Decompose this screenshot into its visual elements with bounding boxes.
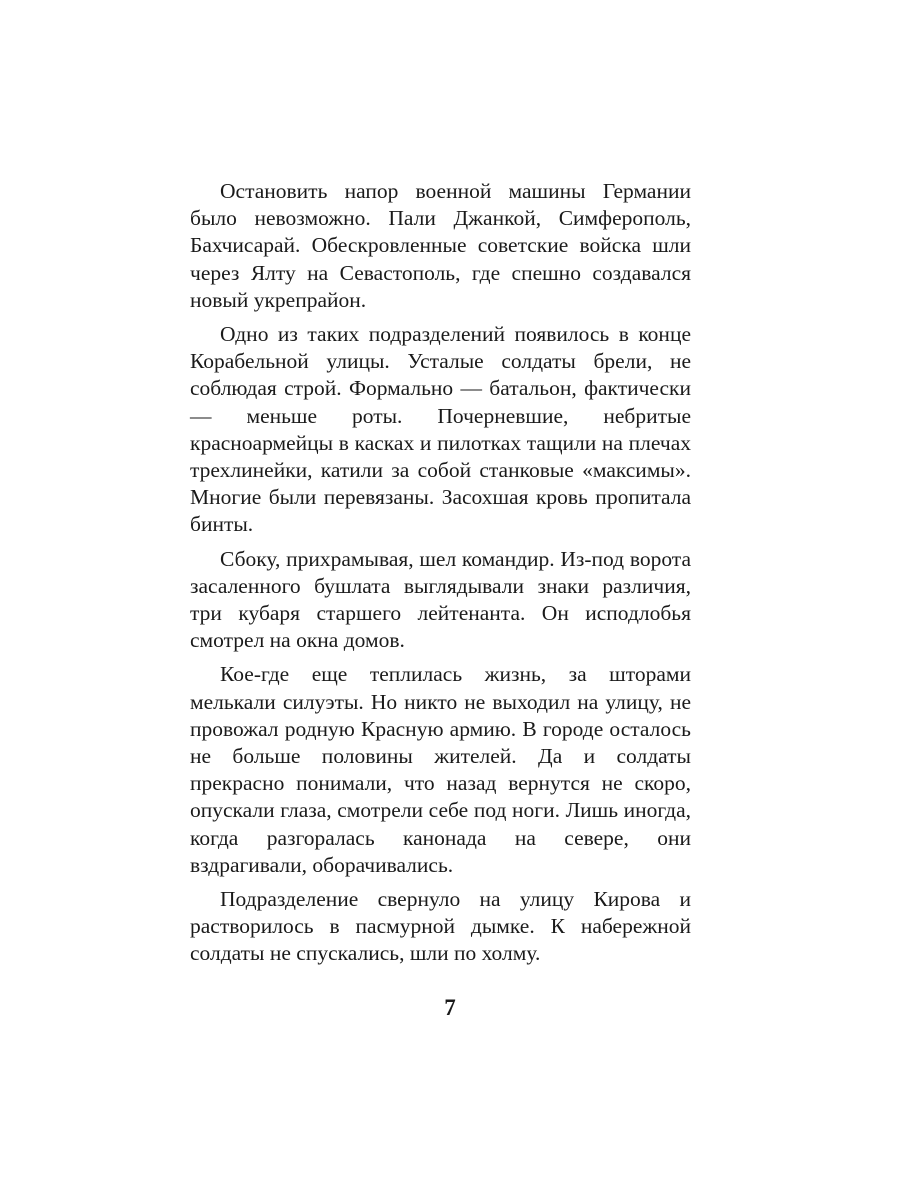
body-text bbox=[190, 178, 691, 975]
page-number: 7 bbox=[444, 995, 456, 1020]
paragraph-5: Подразделение свернуло на улицу Кирова и растворилось в пасмурной дымке. К набережной солдаты не спускались, шли по холму. bbox=[190, 887, 691, 966]
paragraph-1: Остановить напор военной машины Германии было невозможно. Пали Джанкой, Симферополь, Бахчисарай. Обескровленные советские войска шли через Ялту на Севастополь, где спешно создавался новый укрепрайон. bbox=[190, 179, 691, 312]
paragraph-4: Кое-где еще теплилась жизнь, за шторами мелькали силуэты. Но никто не выходил на улицу, не провожал родную Красную армию. В городе осталось не больше половины жителей. Да и солдаты прекрасно понимали, что назад вернутся не скоро, опускали глаза, смотрели себе под ноги. Лишь иногда, когда разгоралась канонада на севере, они вздрагивали, оборачивались. bbox=[190, 662, 691, 877]
paragraph-3: Сбоку, прихрамывая, шел командир. Из-под ворота засаленного бушлата выглядывали знаки различия, три кубаря старшего лейтенанта. Он исподлобья смотрел на окна домов. bbox=[190, 546, 691, 653]
paragraph-2: Одно из таких подразделений появилось в конце Корабельной улицы. Усталые солдаты брели, не соблюдая строй. Формально — батальон, фактически — меньше роты. Почерневшие, небритые красноармейцы в касках и пилотках тащили на плечах трехлинейки, катили за собой станковые «максимы». Многие были перевязаны. Засохшая кровь пропитала бинты. bbox=[190, 322, 691, 537]
